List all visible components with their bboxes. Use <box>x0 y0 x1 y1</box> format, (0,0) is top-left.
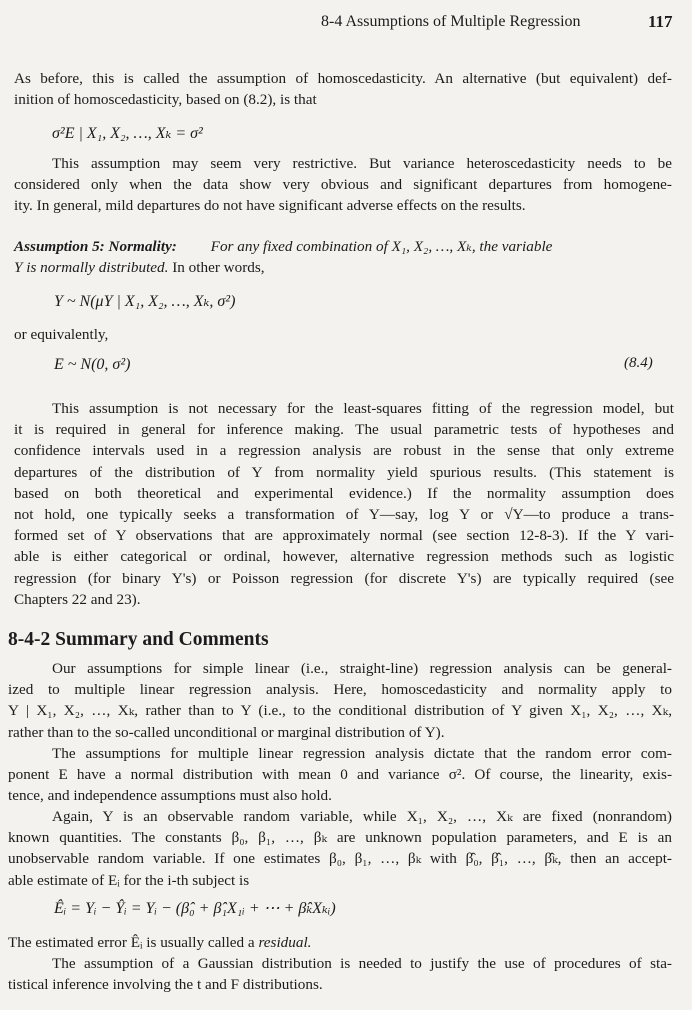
text-line <box>14 236 654 257</box>
paragraph-gaussian <box>8 953 672 995</box>
paragraph-residual-definition <box>8 932 311 953</box>
paragraph-estimates <box>8 806 672 891</box>
text-line: not hold, one typically seeks a transformation of Y—say, log Y or √Y—to produce a trans- <box>14 505 674 523</box>
equation-number: (8.4) <box>624 355 653 371</box>
text-line: able estimate of Eᵢ for the i-th subject is <box>8 871 250 889</box>
text-line: Our assumptions for simple linear (i.e., straight-line) regression analysis can be general- <box>52 660 672 677</box>
equation-normal-error: E ~ N(0, σ²) <box>54 356 131 373</box>
page-number: 117 <box>648 12 673 31</box>
section-heading: 8-4-2 Summary and Comments <box>8 629 269 650</box>
or-equivalently-text: or equivalently, <box>14 326 109 343</box>
assumption-text: In other words, <box>168 259 265 277</box>
assumption-text: For any fixed combination of X₁, X₂, …, Xₖ, the variable <box>210 238 553 255</box>
paragraph-restrictive <box>14 153 672 217</box>
residual-text: The estimated error Êᵢ is usually called a <box>8 934 259 951</box>
running-header-title: 8-4 Assumptions of Multiple Regression <box>321 13 581 30</box>
text-line <box>8 932 311 953</box>
residual-term: residual. <box>258 934 312 951</box>
text-line: ized to multiple linear regression analysis. Here, homoscedasticity and normality apply to <box>8 681 672 699</box>
assumption-5-statement <box>14 236 654 278</box>
assumption-text: Y is normally distributed. <box>14 259 169 277</box>
text-line: As before, this is called the assumption of homoscedasticity. An alternative (but equivalent) def- <box>14 70 672 87</box>
text-line: Y | X₁, X₂, …, Xₖ, rather than to Y (i.e., to the conditional distribution of Y given X₁, X₂, …, Xₖ, <box>8 702 672 720</box>
equation-residual: Êᵢ = Yᵢ − Ŷᵢ = Yᵢ − (β̂₀ + β̂₁X₁ᵢ + ⋯ + β̂ₖXₖᵢ) <box>54 900 336 917</box>
text-line: ity. In general, mild departures do not have significant adverse effects on the results. <box>14 197 526 215</box>
text-line: This assumption is not necessary for the least-squares fitting of the regression model, but <box>52 400 674 417</box>
text-line: tence, and independence assumptions must also hold. <box>8 787 332 805</box>
text-line: This assumption may seem very restrictive. But variance heteroscedasticity needs to be <box>52 155 672 172</box>
text-line: Again, Y is an observable random variable, while X₁, X₂, …, Xₖ are fixed (nonrandom) <box>52 808 672 825</box>
text-line: confidence intervals used in a regression analysis are robust in the sense that only extreme <box>14 442 674 460</box>
paragraph-error-assumptions <box>8 743 672 807</box>
text-line: rather than to the so-called unconditional or marginal distribution of Y). <box>8 723 445 741</box>
paragraph-normality-discussion <box>14 398 674 610</box>
text-line: known quantities. The constants β₀, β₁, …, βₖ are unknown population parameters, and E is an <box>8 829 672 847</box>
text-line: able is either categorical or ordinal, however, alternative regression methods such as logistic <box>14 548 674 566</box>
text-line: The assumptions for multiple linear regression analysis dictate that the random error com- <box>52 745 672 762</box>
text-line: tistical inference involving the t and F distributions. <box>8 976 323 994</box>
text-line: it is required in general for inference making. The usual parametric tests of hypotheses and <box>14 421 674 439</box>
text-line: Chapters 22 and 23). <box>14 590 141 608</box>
paragraph-homoscedasticity <box>14 68 672 110</box>
text-line <box>14 257 654 278</box>
text-line: unobservable random variable. If one estimates β₀, β₁, …, βₖ with β̂₀, β̂₁, …, β̂ₖ, then an accept- <box>8 850 672 868</box>
text-line: considered only when the data show very obvious and significant departures from homogene- <box>14 176 672 194</box>
text-line: based on both theoretical and experimental evidence.) If the normality assumption does <box>14 484 674 502</box>
equation-conditional-variance: σ²E | X₁, X₂, …, Xₖ = σ² <box>52 125 203 142</box>
paragraph-summary <box>8 658 672 743</box>
text-line: ponent E have a normal distribution with mean 0 and variance σ². Of course, the linearity, exis- <box>8 766 672 784</box>
text-line: The assumption of a Gaussian distribution is needed to justify the use of procedures of sta- <box>52 955 672 972</box>
text-line: departures of the distribution of Y from normality yield spurious results. (This statement is <box>14 463 674 481</box>
assumption-label: Assumption 5: Normality: <box>14 238 177 255</box>
equation-normal-y: Y ~ N(μY | X₁, X₂, …, Xₖ, σ²) <box>54 293 236 310</box>
text-line: inition of homoscedasticity, based on (8.2), is that <box>14 91 317 109</box>
text-line: regression (for binary Y's) or Poisson regression (for discrete Y's) are typically required (see <box>14 569 674 587</box>
text-line: formed set of Y observations that are approximately normal (see section 12-8-3). If the Y vari- <box>14 527 674 545</box>
